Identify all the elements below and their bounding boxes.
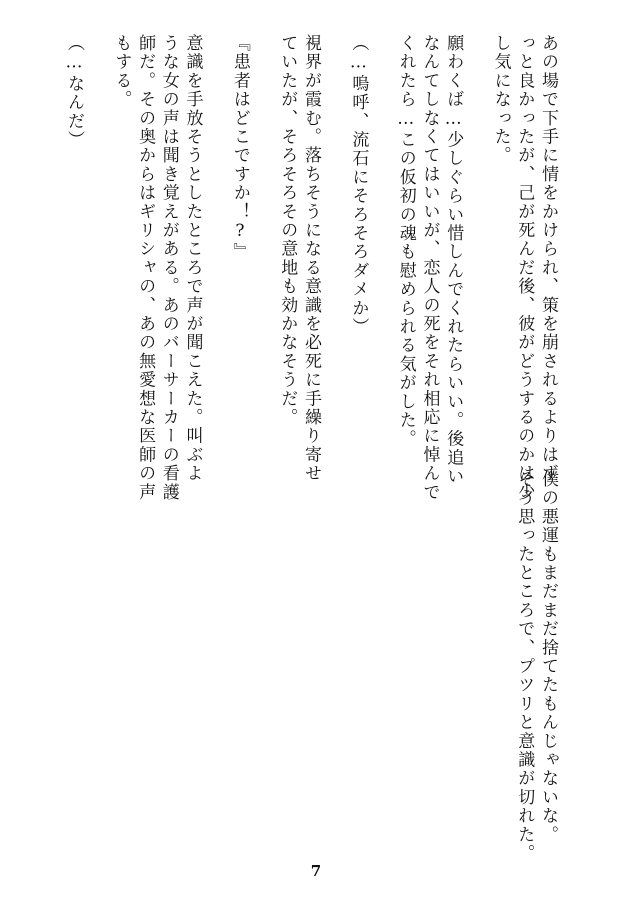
upper-text-line: 視界が霞む。落ちそうになる意識を必死に手繰り寄せ [301,34,321,483]
upper-text-line: もする。 [111,34,132,109]
upper-text-line: あの場で下手に情をかけられ、策を崩されるよりはず [538,34,558,483]
upper-text-line: （…なんだ） [64,34,84,150]
upper-text-line: っと良かったが、己が死んだ後、彼がどうするのかは少 [514,34,535,502]
upper-text-line: うな女の声は聞き覚えがある。あのバーサーカーの看護 [158,34,179,502]
lower-text-line: 僕の悪運もまだまだ捨てたもんじゃないな。 [538,470,558,844]
upper-text-line: 師だ。その奥からはギリシャの、あの無愛想な医師の声 [135,34,156,502]
upper-text-line: なんてしなくてはいいが、恋人の死をそれ相応に悼んで [419,34,440,502]
upper-text-line: （…嗚呼、流石にそろそろダメか） [348,34,369,337]
upper-text-line: 『患者はどこですか！?』 [229,34,250,262]
upper-text-line: ていたが、そろそろその意地も効かなそうだ。 [277,34,298,427]
lower-text-line: そう思ったところで、プツリと意識が切れた。 [514,470,535,863]
upper-text-line: し気になった。 [490,34,511,165]
upper-text-line: くれたら…この仮初の魂も慰められる気がした。 [395,34,416,449]
upper-text-line: 意識を手放そうとしたところで声が聞こえた。叫ぶよ [182,34,203,483]
upper-text-line: 願わくば…少しぐらい惜しんでくれたらいい。後追い [443,34,464,486]
page-number: 7 [310,862,322,880]
